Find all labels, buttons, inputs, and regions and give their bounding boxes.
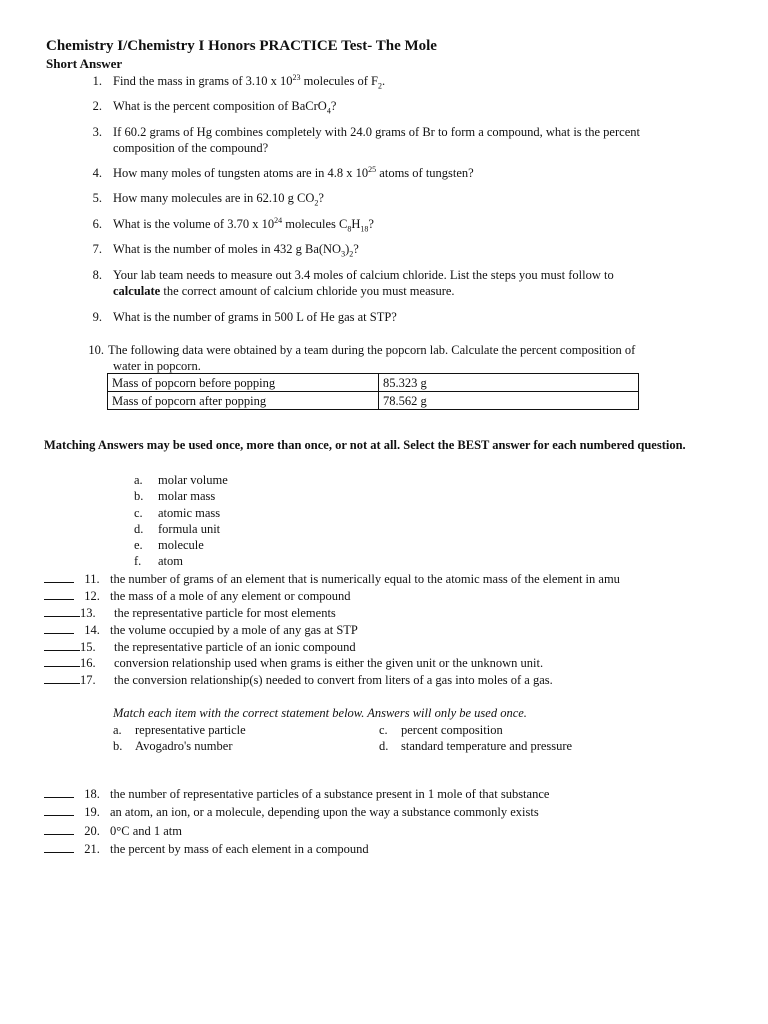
table-cell-value: 85.323 g: [379, 374, 639, 392]
answer-option-d: d. formula unit: [134, 522, 221, 536]
answer-blank[interactable]: [44, 803, 74, 816]
question-number: 5.: [92, 191, 102, 205]
matching-question-19: 19. an atom, an ion, or a molecule, depending upon the way a substance commonly exists: [44, 803, 539, 820]
question-10: [80, 342, 720, 374]
table-cell-label: Mass of popcorn after popping: [108, 392, 379, 410]
answer-blank[interactable]: [44, 785, 74, 798]
matching-question-14: 14. the volume occupied by a mole of any gas at STP: [44, 621, 358, 638]
section-heading-short-answer: Short Answer: [46, 56, 123, 71]
answer-blank[interactable]: [44, 822, 74, 835]
question-3: [80, 124, 700, 156]
question-number: 1.: [92, 74, 102, 88]
question-number: 10.: [88, 343, 104, 357]
question-number: 7.: [92, 242, 102, 256]
answer-option-e: e. molecule: [134, 538, 204, 552]
matching-question-20: 20. 0°C and 1 atm: [44, 822, 182, 839]
answer-blank[interactable]: [44, 638, 80, 651]
question-4: [80, 165, 700, 181]
question-text: What is the number of grams in 500 L of He gas at STP?: [113, 310, 397, 324]
matching-2-instructions: Match each item with the correct statement below. Answers will only be used once.: [113, 706, 527, 720]
table-cell-value: 78.562 g: [379, 392, 639, 410]
answer-blank[interactable]: [44, 570, 74, 583]
answer-option-b: b. molar mass: [134, 489, 216, 503]
question-number: 8.: [92, 268, 102, 282]
question-text: How many moles of tungsten atoms are in 4.8 x $10^{25}$ atoms of tungsten?: [113, 164, 474, 180]
question-text: How many molecules are in 62.10 g $CO_2$?: [113, 191, 324, 208]
answer-blank[interactable]: [44, 587, 74, 600]
matching-instructions: Matching Answers may be used once, more than once, or not at all. Select the BEST answer for each numbered question.: [44, 438, 686, 452]
answer-blank[interactable]: [44, 654, 80, 667]
table-row: [108, 374, 639, 392]
matching-question-18: 18. the number of representative particles of a substance present in 1 mole of that substance: [44, 785, 549, 802]
matching-question-11: 11. the number of grams of an element that is numerically equal to the atomic mass of the element in amu: [44, 570, 620, 587]
question-5: [80, 190, 700, 206]
answer-option-f: f. atom: [134, 554, 183, 568]
answer-blank[interactable]: [44, 840, 74, 853]
answer-option-2b: b. Avogadro's number: [113, 739, 233, 753]
question-number: 9.: [92, 310, 102, 324]
question-number: 4.: [92, 166, 102, 180]
question-text: If 60.2 grams of Hg combines completely with 24.0 grams of Br to form a compound, what is the percent composition of the compound?: [113, 125, 640, 155]
question-1: [80, 73, 700, 89]
question-number: 2.: [92, 99, 102, 113]
matching-question-13: 13. the representative particle for most elements: [44, 604, 336, 621]
answer-blank[interactable]: [44, 621, 74, 634]
question-6: [80, 216, 700, 232]
question-text: Your lab team needs to measure out 3.4 moles of calcium chloride. List the steps you must follow to calculate the correct amount of calcium chloride you must measure.: [113, 268, 614, 298]
question-text: What is the volume of 3.70 x $10^{24}$ molecules $C_8H_{18}$?: [113, 215, 374, 234]
answer-blank[interactable]: [44, 604, 80, 617]
question-text: The following data were obtained by a team during the popcorn lab. Calculate the percent composition of water in popcorn.: [108, 343, 636, 373]
question-text: What is the percent composition of BaCrO$_4$?: [113, 99, 337, 116]
question-text: What is the number of moles in 432 g $Ba(NO_3)_2$?: [113, 242, 359, 259]
answer-blank[interactable]: [44, 671, 80, 684]
matching-question-21: 21. the percent by mass of each element in a compound: [44, 840, 369, 857]
question-number: 3.: [92, 125, 102, 139]
page-title: Chemistry I/Chemistry I Honors PRACTICE Test- The Mole: [46, 38, 437, 54]
matching-question-12: 12. the mass of a mole of any element or compound: [44, 587, 351, 604]
table-row: [108, 392, 639, 410]
answer-option-c: c. atomic mass: [134, 506, 221, 520]
answer-option-2c: c. percent composition: [379, 723, 503, 737]
matching-question-15: 15. the representative particle of an ionic compound: [44, 638, 356, 655]
table-cell-label: Mass of popcorn before popping: [108, 374, 379, 392]
matching-question-16: 16. conversion relationship used when grams is either the given unit or the unknown unit.: [44, 654, 543, 671]
question-9: [80, 309, 700, 325]
answer-option-2a: a. representative particle: [113, 723, 246, 737]
question-2: [80, 98, 700, 114]
answer-option-a: a. molar volume: [134, 473, 228, 487]
question-text: Find the mass in grams of 3.10 x $10^{23}$ molecules of $F_2$.: [113, 72, 386, 91]
answer-option-2d: d. standard temperature and pressure: [379, 739, 573, 753]
popcorn-data-table: [107, 373, 639, 410]
question-7: [80, 241, 700, 257]
bold-keyword: calculate: [113, 284, 161, 298]
question-number: 6.: [92, 217, 102, 231]
matching-question-17: 17. the conversion relationship(s) needed to convert from liters of a gas into moles of a gas.: [44, 671, 553, 688]
question-8: [80, 267, 700, 299]
